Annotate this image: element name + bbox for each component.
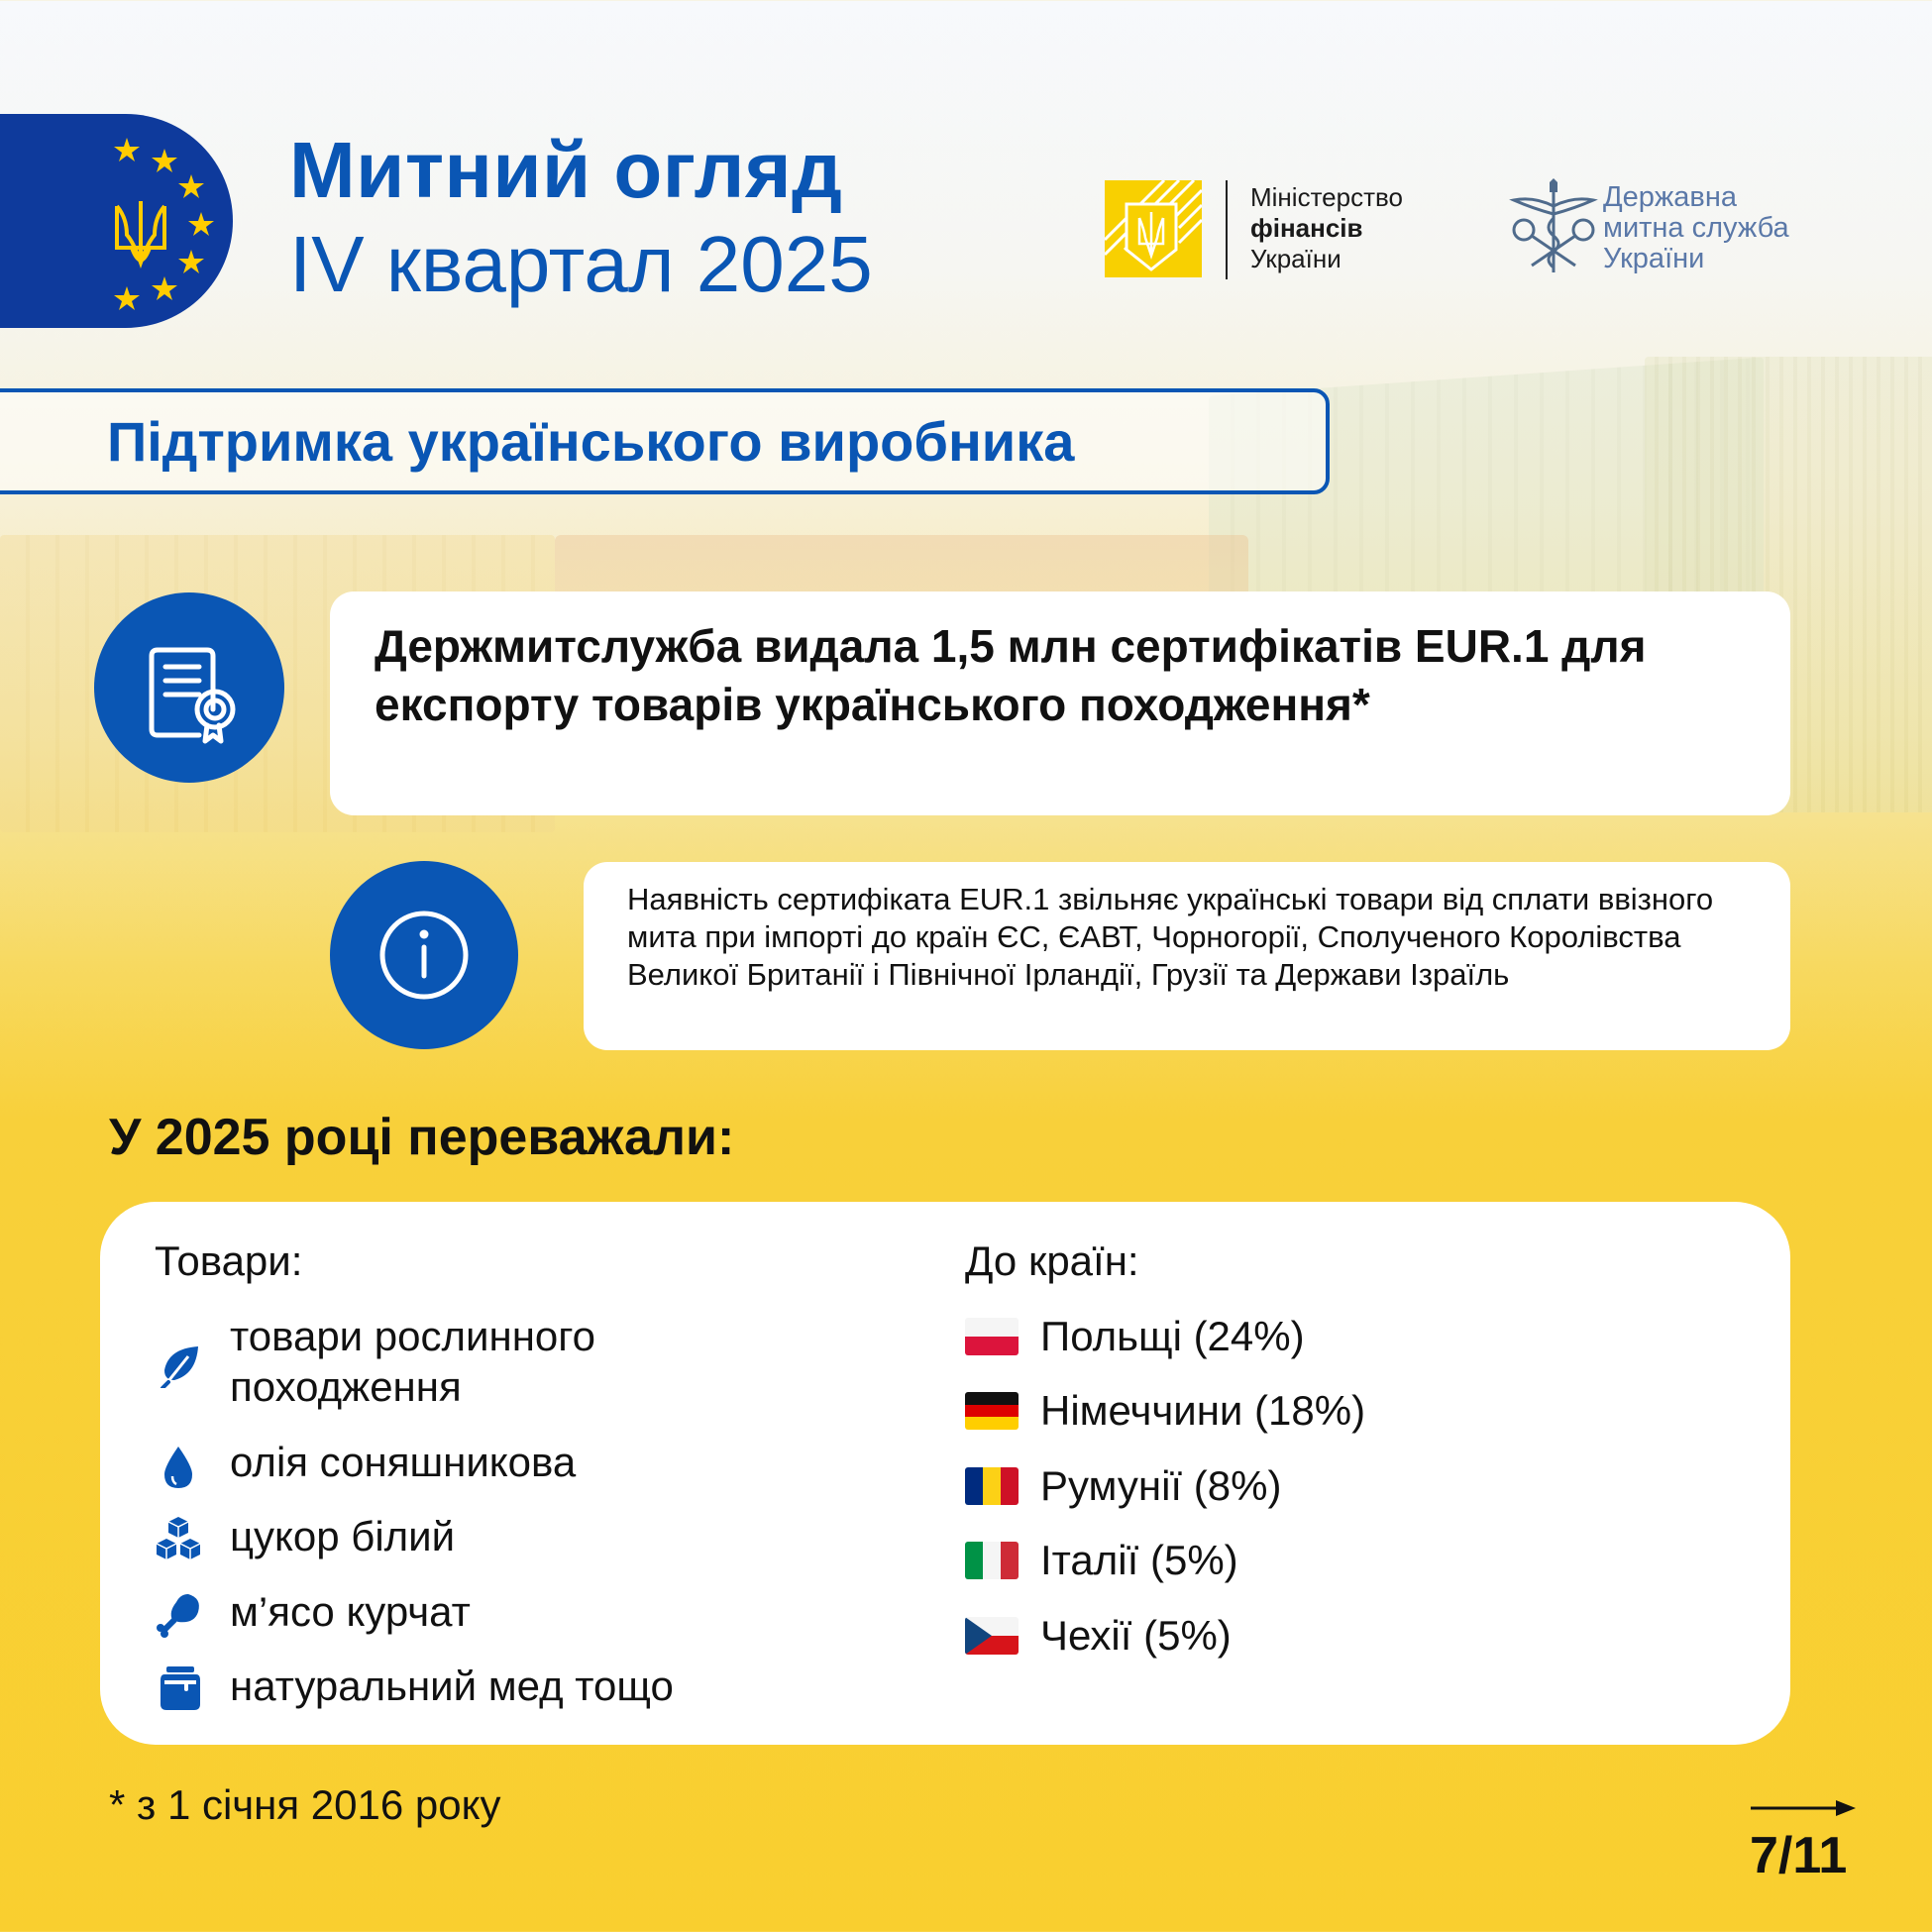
page-subtitle: IV квартал 2025 — [289, 220, 873, 308]
caduceus-keys-icon — [1504, 178, 1603, 277]
leaf-icon — [159, 1344, 202, 1388]
goods-label: Товари: — [155, 1237, 303, 1284]
minfin-line3: України — [1250, 244, 1342, 273]
country-label: Польщі (24%) — [1040, 1313, 1305, 1359]
goods-item-label: цукор білий — [230, 1513, 456, 1559]
page-title: Митний огляд — [289, 126, 843, 214]
customs-line2: митна служба — [1603, 212, 1789, 244]
customs-logo-text — [1603, 182, 1789, 274]
certificate-icon — [94, 592, 284, 783]
countries-label: До країн: — [965, 1237, 1139, 1284]
info-text: Наявність сертифіката EUR.1 звільняє українські товари від сплати ввізного мита при імпорті до країн ЄС, ЄАВТ, Чорногорії, Сполученого Королівства Великої Британії і Північної Ірландії, Грузії та Держави Ізраїль — [627, 882, 1714, 992]
honey-jar-icon — [161, 1666, 200, 1710]
goods-item-label-cont: походження — [230, 1363, 462, 1410]
country-label: Італії (5%) — [1040, 1537, 1238, 1583]
info-badge — [330, 861, 518, 1049]
page-indicator: 7/11 — [1750, 1827, 1848, 1884]
country-label: Чехії (5%) — [1040, 1612, 1232, 1659]
goods-item-label: товари рослинного — [230, 1313, 595, 1359]
sugar-cubes-icon — [153, 1515, 204, 1562]
italy-flag-icon — [965, 1542, 1019, 1579]
germany-flag-icon — [965, 1392, 1019, 1430]
trident-shield-icon — [1105, 180, 1202, 277]
info-icon — [330, 861, 518, 1049]
logo-divider — [1226, 180, 1228, 279]
minfin-line2: фінансів — [1250, 213, 1363, 243]
section-title: Підтримка українського виробника — [107, 410, 1075, 473]
eu-stars-trident-icon — [0, 114, 233, 328]
country-label: Румунії (8%) — [1040, 1462, 1282, 1509]
country-label: Німеччини (18%) — [1040, 1387, 1366, 1434]
drop-icon — [157, 1445, 200, 1488]
goods-item-label: м’ясо курчат — [230, 1588, 471, 1635]
footnote: * з 1 січня 2016 року — [109, 1781, 501, 1828]
certificate-badge — [94, 592, 284, 783]
customs-line3: України — [1603, 243, 1705, 274]
minfin-line1: Міністерство — [1250, 182, 1403, 212]
prevailed-heading: У 2025 році переважали: — [109, 1109, 735, 1166]
customs-line1: Державна — [1603, 181, 1737, 213]
headline-text: Держмитслужба видала 1,5 млн сертифікатів EUR.1 для експорту товарів українського походження* — [375, 620, 1647, 730]
czechia-flag-icon — [965, 1617, 1019, 1655]
eu-badge — [0, 114, 233, 328]
goods-item-label: олія соняшникова — [230, 1439, 577, 1485]
poland-flag-icon — [965, 1318, 1019, 1355]
arrow-right-icon[interactable] — [1749, 1797, 1858, 1819]
romania-flag-icon — [965, 1467, 1019, 1505]
minfin-logo-text — [1250, 182, 1403, 274]
chicken-leg-icon — [155, 1590, 202, 1638]
goods-item-label: натуральний мед тощо — [230, 1663, 674, 1709]
